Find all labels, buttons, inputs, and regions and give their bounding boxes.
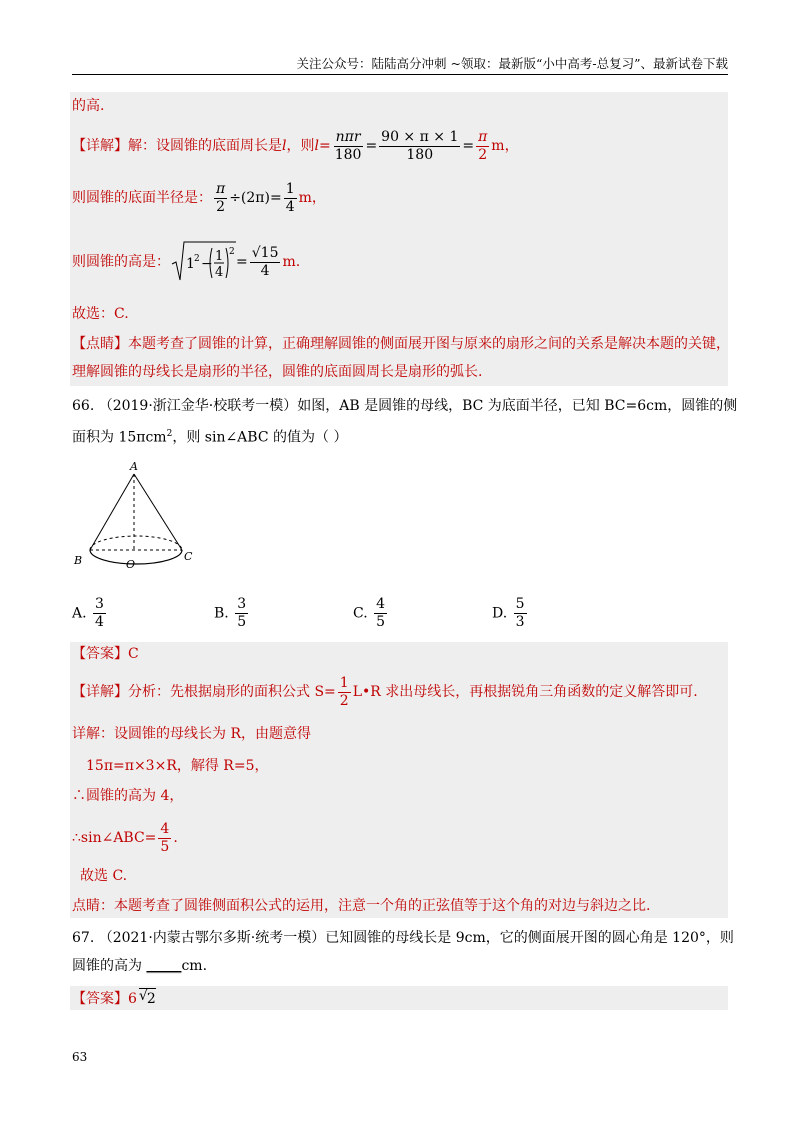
height-line: 则圆锥的高是： 1 2 − 1 4 2 = $\frac{√15}{4}$ m. [72,240,732,284]
answer-blank[interactable]: _____ [146,958,182,974]
header-rule [72,74,728,75]
svg-text:1: 1 [186,256,195,272]
cone-figure [70,458,210,576]
svg-text:−: − [201,256,213,272]
eq-lhs: l= [314,138,331,154]
prev-tail: 的高. [72,98,105,114]
radius-line: 则圆锥的底面半径是： $\frac{\pi}{2}$ ÷(2π)= $\frac{1}{4}$ m， [72,180,326,215]
unit: m， [491,138,519,154]
detail-text: 解：设圆锥的底面周长是 [128,138,282,154]
q66-step-4: ∴sin∠ABC= $\frac{4}{5}$ . [72,820,178,855]
page-number: 63 [72,1050,88,1064]
q66-stem-1: 66. （2019·浙江金华·校联考一模）如图，AB 是圆锥的母线，BC 为底面半径，已知 BC=6cm，圆锥的侧 [72,398,738,414]
q66-step-3: ∴圆锥的高为 4， [72,788,184,804]
detail-text2: ，则 [286,138,315,154]
option-c[interactable]: C. $\frac{4}{5}$ [353,596,386,630]
fraction-sqrt15: $\frac{√15}{4}$ [251,244,279,279]
var-l: l [282,138,287,154]
sqrt-two: √ 2 [138,988,156,1007]
page-header: 关注公众号：陆陆高分冲刺 ~领取：最新版“小中高考-总复习”、最新试卷下载 [296,56,728,71]
fraction-arc: nπr 180 [334,128,362,163]
division-expr: ÷(2π)= [229,190,282,206]
prev-comment-1: 【点睛】本题考查了圆锥的计算，正确理解圆锥的侧面展开图与原来的扇形之间的关系是解决本题的关键， [72,336,730,352]
option-d[interactable]: D. $\frac{5}{3}$ [492,596,525,630]
fraction-one-half: $\frac{1}{2}$ [339,674,349,709]
q67-stem-2: 圆锥的高为 _____cm. [72,958,208,974]
svg-text:4: 4 [215,265,224,280]
q66-step-2: 15π=π×3×R，解得 R=5， [86,758,269,774]
vertex-C-label: C [184,550,193,563]
vertex-A-label: A [130,460,138,473]
svg-text:2: 2 [229,247,235,257]
svg-text:1: 1 [215,249,224,264]
prev-choice: 故选：C. [72,306,129,322]
option-b[interactable]: B. $\frac{3}{5}$ [214,596,247,630]
q67-answer: 【答案】6 √ 2 [72,988,156,1007]
center-O-label: O [126,558,136,571]
fraction-pi-half: $\frac{\pi}{2}$ [216,180,226,215]
q66-answer: 【答案】C [72,646,139,662]
q66-stem-2: 面积为 15πcm$^2$，则 sin∠ABC 的值为（ ） [72,429,348,446]
q66-analysis: 【详解】分析：先根据扇形的面积公式 S= $\frac{1}{2}$ L•R 求出母线长，再根据锐角三角函数的定义解答即可. [72,674,698,709]
fraction-result: $\frac{\pi}{2}$ [478,128,488,163]
vertex-B-label: B [74,554,83,567]
prev-detail-line: 【详解】解：设圆锥的底面周长是l，则l= nπr 180 = $\frac{90 \times \pi \times 1}{180}$ = $\frac{\pi}{2}$ m， [72,128,519,163]
detail-label: 【详解】 [72,138,128,154]
q66-comment: 点睛：本题考查了圆锥侧面积公式的运用，注意一个角的正弦值等于这个角的对边与斜边之比. [72,898,651,914]
option-a[interactable]: A. $\frac{3}{4}$ [72,596,104,630]
fraction-arc-value: $\frac{90 \times \pi \times 1}{180}$ [381,128,459,163]
q66-step-1: 详解：设圆锥的母线长为 R，由题意得 [72,726,311,742]
q67-stem-1: 67. （2021·内蒙古鄂尔多斯·统考一模）已知圆锥的母线长是 9cm，它的侧面展开图的圆心角是 120°，则 [72,930,734,946]
svg-text:2: 2 [194,254,200,264]
fraction-four-fifths: $\frac{4}{5}$ [160,820,170,855]
sqrt-expression [170,240,236,284]
prev-comment-2: 理解圆锥的母线长是扇形的半径，圆锥的底面圆周长是扇形的弧长. [72,364,483,380]
fraction-quarter: $\frac{1}{4}$ [285,180,295,215]
q66-step-5: 故选 C. [80,868,128,884]
